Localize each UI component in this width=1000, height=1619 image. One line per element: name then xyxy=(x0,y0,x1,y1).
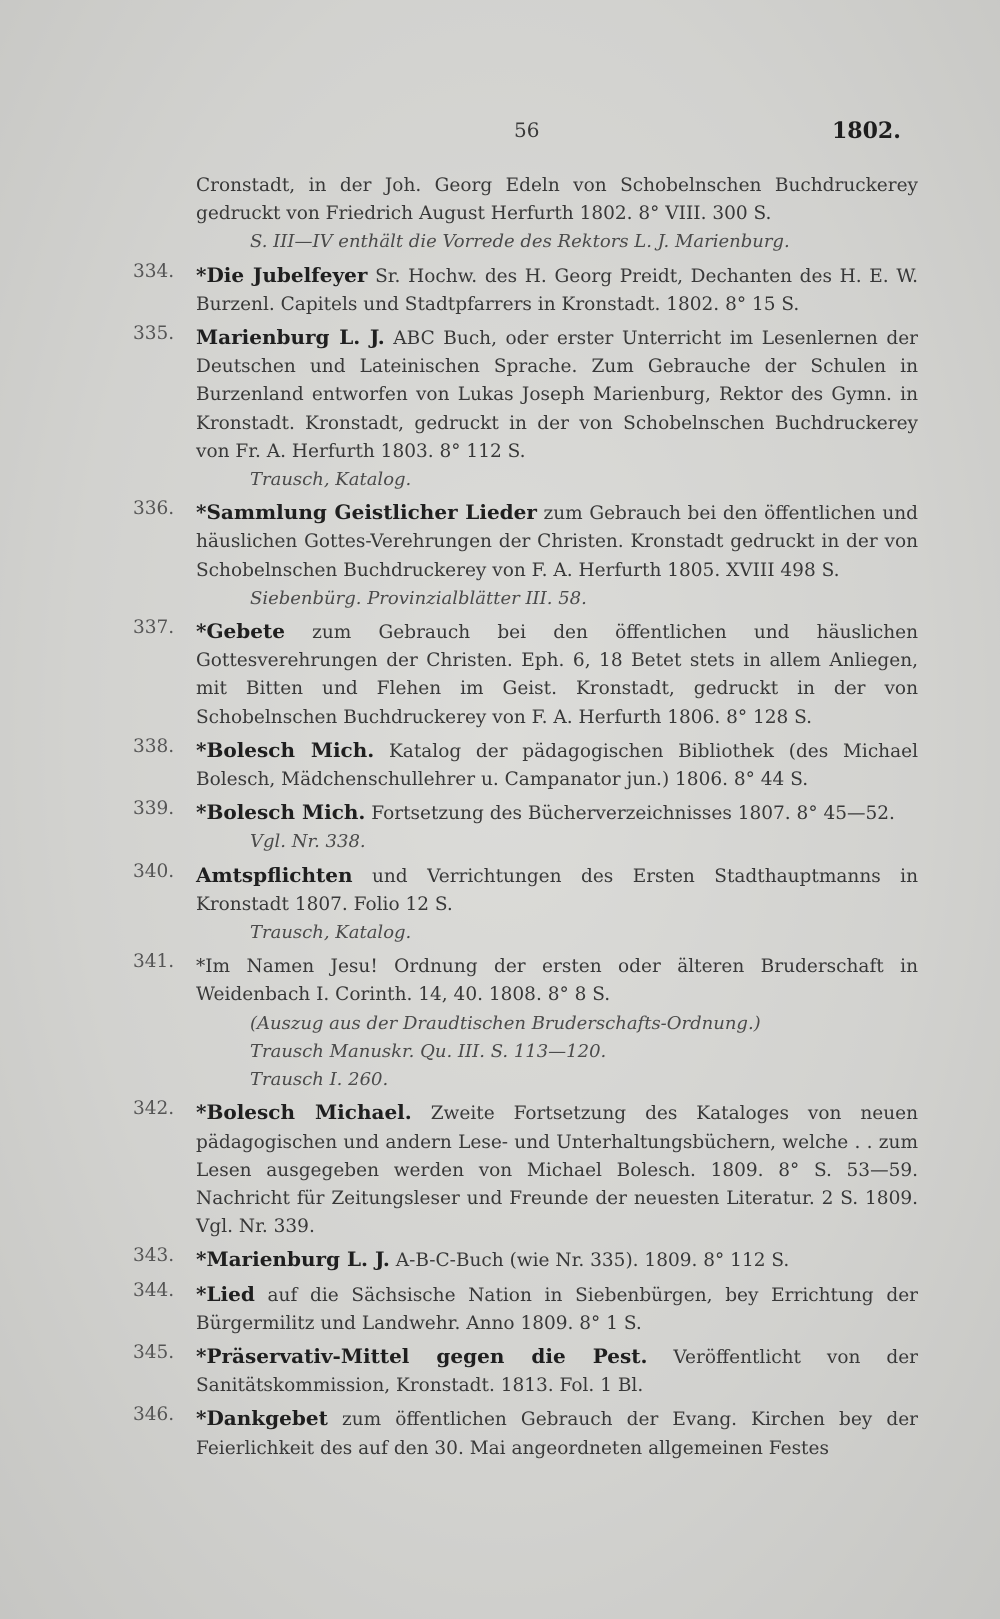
entry-lead: *Bolesch Michael. xyxy=(196,1100,412,1125)
entry-note: Trausch, Katalog. xyxy=(250,922,412,944)
bibliography-entry xyxy=(0,1098,1000,1241)
bibliography-entry xyxy=(0,1404,1000,1462)
entry-body xyxy=(196,498,918,585)
continuation-text: Cronstadt, in der Joh. Georg Edeln von Schobelnschen Buchdruckerey gedruckt von Friedrich August Herfurth 1802. 8° VIII. 300 S. xyxy=(196,175,918,225)
entry-text: A-B-C-Buch (wie Nr. 335). 1809. 8° 112 S. xyxy=(389,1250,790,1272)
entry-body xyxy=(196,1098,918,1241)
entry-lead: Marienburg L. J. xyxy=(196,325,385,350)
entry-text: *Im Namen Jesu! Ordnung der ersten oder älteren Bruderschaft in Weidenbach I. Corinth. 14, 40. 1808. 8° 8 S. xyxy=(196,956,918,1006)
entry-body xyxy=(196,617,918,732)
entry-number: 346. xyxy=(133,1404,175,1426)
entry-note: Trausch, Katalog. xyxy=(250,469,412,491)
entry-body xyxy=(196,861,918,919)
entry-body xyxy=(196,798,918,828)
bibliography-entry xyxy=(0,1280,1000,1338)
bibliography-entry xyxy=(0,323,1000,494)
entry-number: 338. xyxy=(133,735,175,757)
entry-text: Sr. Hochw. des H. Georg Preidt, Dechanten des H. E. W. Burzenl. Capitels und Stadtpfarrers in Kronstadt. 1802. 8° 15 S. xyxy=(196,265,918,315)
entry-text: Zweite Fortsetzung des Kataloges von neuen pädagogischen und andern Lese- und Unterhaltungsbüchern, welche . . zum Lesen ausgegeben werden von Michael Bolesch. 1809. 8° S. 53—59. Nachricht für Zeitungsleser und Freunde der neuesten Literatur. 2 S. 1809. Vgl. Nr. 339. xyxy=(196,1103,919,1238)
entry-body xyxy=(196,1245,918,1275)
page-number: 56 xyxy=(514,118,540,142)
bibliography-entry xyxy=(0,736,1000,794)
entry-body xyxy=(196,736,918,794)
entry-text: und Verrichtungen des Ersten Stadthauptmanns in Kronstadt 1807. Folio 12 S. xyxy=(196,865,918,915)
entry-text: Veröffentlicht von der Sanitätskommission, Kronstadt. 1813. Fol. 1 Bl. xyxy=(196,1346,918,1397)
entry-text: ABC Buch, oder erster Unterricht im Lesenlernen der Deutschen und Lateinischen Sprache. Zum Gebrauche der Schulen in Burzenland entworfen von Lukas Joseph Marienburg, Rektor des Gymn. in Kronstadt. Kronstadt, gedruckt in der von Schobelnschen Buchdruckerey von Fr. A. Herfurth 1803. 8° 112 S. xyxy=(196,328,918,462)
entry-note: Vgl. Nr. 338. xyxy=(250,831,366,853)
entry-text: Fortsetzung des Bücherverzeichnisses 1807. 8° 45—52. xyxy=(365,803,895,825)
entry-lead: *Präservativ-Mittel gegen die Pest. xyxy=(196,1343,648,1368)
entry-note: (Auszug aus der Draudtischen Bruderschafts-Ordnung.) xyxy=(250,1012,761,1034)
bibliography-entry xyxy=(0,1245,1000,1275)
entry-number: 341. xyxy=(133,951,175,973)
bibliography-entry xyxy=(0,1342,1000,1400)
bibliography-entry xyxy=(0,261,1000,319)
entry-body xyxy=(196,1342,918,1400)
entry-lead: *Sammlung Geistlicher Lieder xyxy=(196,500,537,525)
bibliography-entry xyxy=(0,498,1000,613)
bibliography-entry xyxy=(0,798,1000,856)
entry-body xyxy=(196,951,918,1009)
entry-number: 335. xyxy=(133,323,175,345)
entry-body xyxy=(196,261,918,319)
entry-note: Siebenbürg. Provinzialblätter III. 58. xyxy=(250,587,587,609)
entry-number: 344. xyxy=(133,1279,175,1301)
continuation-note: S. III—IV enthält die Vorrede des Rektors L. J. Marienburg. xyxy=(250,231,790,253)
entry-text: zum Gebrauch bei den öffentlichen und häuslichen Gottesverehrungen der Christen. Eph. 6, 18 Betet stets in allem Anliegen, mit Bitten und Flehen im Geist. Kronstadt, gedruckt in der von Schobelnschen Buchdruckerey von F. A. Herfurth 1806. 8° 128 S. xyxy=(196,622,918,728)
continuation-entry xyxy=(0,172,1000,257)
page-year: 1802. xyxy=(832,118,901,144)
entry-lead: *Gebete xyxy=(196,619,285,644)
entry-lead: *Bolesch Mich. xyxy=(196,800,366,825)
bibliography-entry xyxy=(0,617,1000,732)
entry-number: 343. xyxy=(133,1245,175,1267)
entry-body xyxy=(196,1280,918,1338)
entry-text: Katalog der pädagogischen Bibliothek (des Michael Bolesch, Mädchenschullehrer u. Campanator jun.) 1806. 8° 44 S. xyxy=(196,740,918,791)
entry-lead: *Marienburg L. J. xyxy=(196,1247,390,1272)
bibliography-list xyxy=(0,172,1000,1467)
entry-number: 342. xyxy=(133,1098,175,1120)
entry-number: 334. xyxy=(133,260,175,282)
entry-note: Trausch I. 260. xyxy=(250,1069,389,1091)
entry-number: 345. xyxy=(133,1341,175,1363)
entry-text: auf die Sächsische Nation in Siebenbürgen, bey Errichtung der Bürgermilitz und Landwehr. Anno 1809. 8° 1 S. xyxy=(196,1284,918,1334)
entry-text: zum öffentlichen Gebrauch der Evang. Kirchen bey der Feierlichkeit des auf den 30. Mai angeordneten allgemeinen Festes xyxy=(196,1409,918,1459)
entry-lead: *Lied xyxy=(196,1281,255,1306)
entry-body xyxy=(196,323,918,466)
entry-lead: *Dankgebet xyxy=(196,1406,328,1431)
entry-number: 336. xyxy=(133,498,175,520)
entry-text: zum Gebrauch bei den öffentlichen und häuslichen Gottes-Verehrungen der Christen. Kronstadt gedruckt in der von Schobelnschen Buchdruckerey von F. A. Herfurth 1805. XVIII 498 S. xyxy=(196,503,918,581)
entry-lead: Amtspflichten xyxy=(196,862,353,887)
entry-body xyxy=(196,1404,918,1462)
bibliography-entry xyxy=(0,861,1000,948)
entry-note: Trausch Manuskr. Qu. III. S. 113—120. xyxy=(250,1040,607,1062)
entry-number: 339. xyxy=(133,798,175,820)
entry-lead: *Die Jubelfeyer xyxy=(196,262,368,287)
bibliography-entry xyxy=(0,951,1000,1094)
entry-number: 340. xyxy=(133,860,175,882)
entry-lead: *Bolesch Mich. xyxy=(196,737,375,762)
page-header xyxy=(0,118,1000,152)
entry-number: 337. xyxy=(133,617,175,639)
